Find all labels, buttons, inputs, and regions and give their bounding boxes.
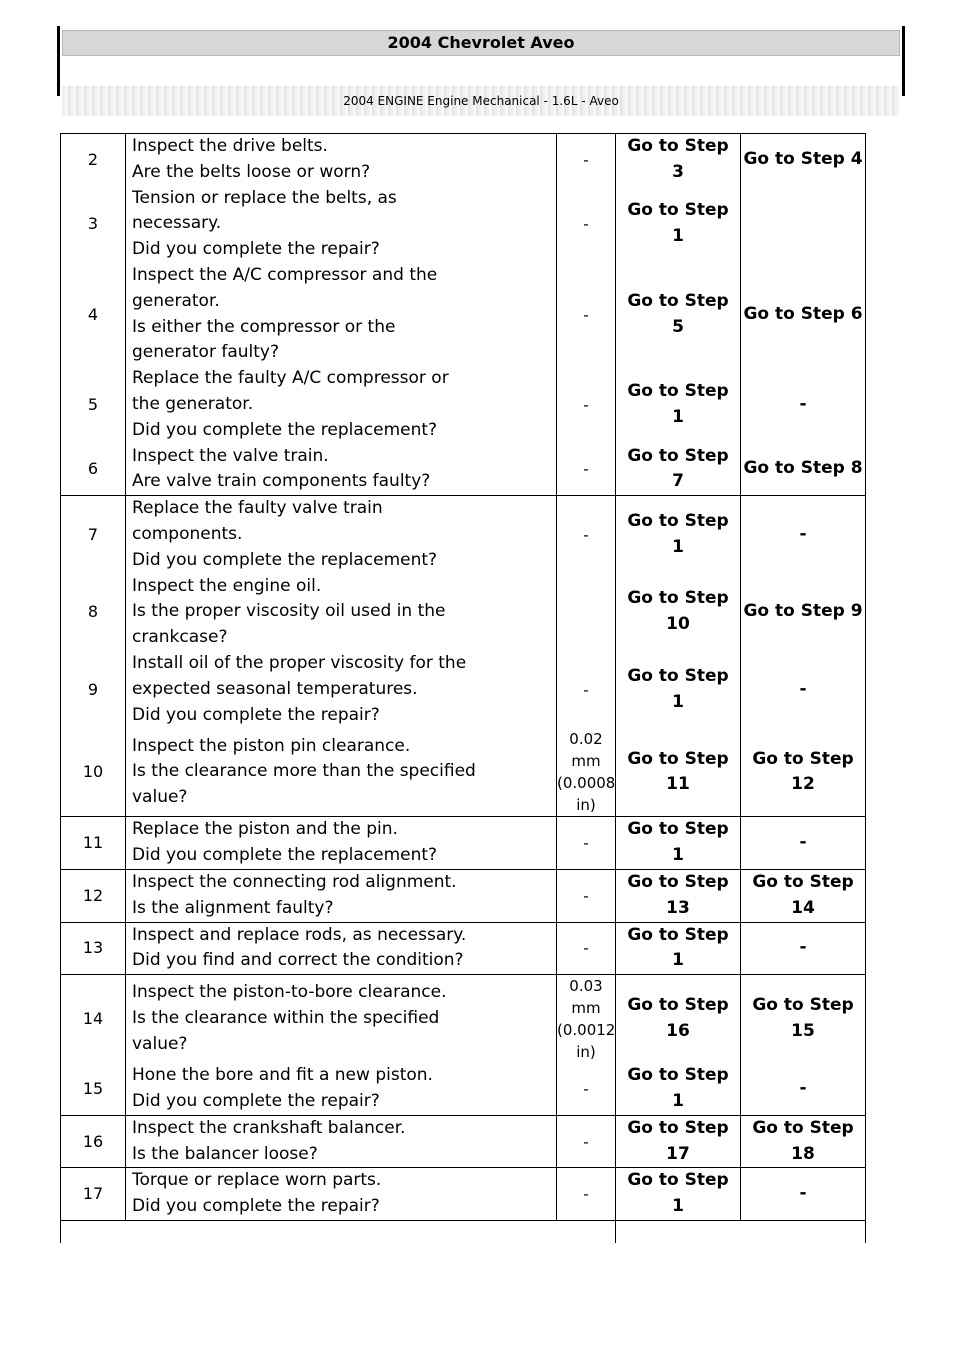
yes-goto-text: Go to Step: [627, 1170, 729, 1191]
empty-cell: [741, 1220, 866, 1243]
step-action: [126, 1063, 557, 1115]
action-line: Is the clearance within the specified: [132, 1008, 440, 1029]
action-line: value?: [132, 787, 188, 808]
step-value: -: [557, 817, 616, 870]
step-value: [557, 574, 616, 651]
yes-result: [616, 263, 741, 366]
empty-cell: [557, 1220, 616, 1243]
table-row: [61, 366, 866, 443]
action-line: generator faulty?: [132, 342, 279, 363]
yes-goto-text: Go to Step: [627, 290, 729, 311]
step-action: [126, 263, 557, 366]
no-goto-text: Go to Step: [752, 1117, 854, 1138]
yes-goto-text: Go to Step: [627, 665, 729, 686]
no-goto-text: -: [799, 678, 807, 699]
action-line: Tension or replace the belts, as: [132, 187, 397, 208]
yes-goto-text: 1: [672, 226, 684, 247]
step-number: 2: [61, 134, 126, 186]
no-goto-text: -: [799, 832, 807, 853]
step-action: [126, 496, 557, 574]
action-line: Are valve train components faulty?: [132, 471, 431, 492]
table-row: [61, 134, 866, 186]
action-line: Is the clearance more than the specified: [132, 761, 476, 782]
yes-goto-text: 10: [666, 614, 690, 635]
step-value: -: [557, 1115, 616, 1168]
yes-goto-text: 1: [672, 406, 684, 427]
vehicle-title: 2004 Chevrolet Aveo: [62, 30, 900, 56]
table-row: [61, 869, 866, 922]
yes-goto-text: Go to Step: [627, 445, 729, 466]
action-line: Inspect and replace rods, as necessary.: [132, 924, 467, 945]
step-action: [126, 922, 557, 975]
yes-goto-text: 3: [672, 161, 684, 182]
action-line: Hone the bore and fit a new piston.: [132, 1065, 433, 1086]
step-value: -: [557, 922, 616, 975]
action-line: Inspect the connecting rod alignment.: [132, 871, 457, 892]
yes-result: [616, 922, 741, 975]
yes-goto-text: 1: [672, 536, 684, 557]
no-goto-text: Go to Step 4: [743, 148, 863, 169]
action-line: Inspect the crankshaft balancer.: [132, 1117, 406, 1138]
step-number: 11: [61, 817, 126, 870]
step-action: [126, 366, 557, 443]
action-line: the generator.: [132, 393, 254, 414]
action-line: Replace the piston and the pin.: [132, 819, 398, 840]
step-value: -: [557, 134, 616, 186]
no-goto-text: -: [799, 1183, 807, 1204]
no-goto-text: Go to Step 8: [743, 458, 863, 479]
action-line: value?: [132, 1034, 188, 1054]
action-line: Replace the faulty A/C compressor or: [132, 368, 449, 389]
table-row-empty: [61, 1220, 866, 1243]
yes-result: [616, 134, 741, 186]
header-right-rule: [902, 26, 905, 96]
no-goto-text: Go to Step 9: [743, 601, 863, 622]
yes-goto-text: 1: [672, 691, 684, 712]
yes-goto-text: Go to Step: [627, 748, 729, 769]
step-number: 3: [61, 186, 126, 263]
no-result: [741, 1063, 866, 1115]
action-line: Did you complete the replacement?: [132, 549, 438, 570]
action-line: Is the balancer loose?: [132, 1143, 318, 1164]
step-value: -: [557, 1063, 616, 1115]
step-number: 15: [61, 1063, 126, 1115]
step-action: [126, 651, 557, 728]
action-line: necessary.: [132, 213, 222, 234]
action-line: Replace the faulty valve train: [132, 498, 383, 519]
table-row: [61, 975, 866, 1064]
yes-goto-text: 16: [666, 1021, 690, 1042]
table-row: [61, 922, 866, 975]
table-row: [61, 728, 866, 817]
step-value: -: [557, 651, 616, 728]
no-goto-text: -: [799, 1078, 807, 1098]
no-goto-text: -: [799, 393, 807, 414]
table-row: [61, 186, 866, 263]
yes-result: [616, 1063, 741, 1115]
no-result: [741, 651, 866, 728]
yes-result: [616, 366, 741, 443]
yes-result: [616, 1168, 741, 1221]
yes-goto-text: Go to Step: [627, 588, 729, 609]
step-value: -: [557, 366, 616, 443]
action-line: Did you complete the replacement?: [132, 419, 438, 440]
action-line: crankcase?: [132, 627, 228, 648]
step-action: [126, 817, 557, 870]
no-result: [741, 728, 866, 817]
yes-result: [616, 869, 741, 922]
diagnostic-table: [60, 133, 863, 1243]
table-row: [61, 1115, 866, 1168]
yes-goto-text: 11: [666, 774, 690, 795]
action-line: Are the belts loose or worn?: [132, 161, 371, 182]
table-row: [61, 574, 866, 651]
yes-goto-text: 7: [672, 471, 684, 492]
step-value: -: [557, 186, 616, 263]
no-result: [741, 574, 866, 651]
no-result: [741, 975, 866, 1064]
action-line: Inspect the drive belts.: [132, 136, 328, 156]
yes-result: [616, 1115, 741, 1168]
action-line: Is the proper viscosity oil used in the: [132, 601, 446, 622]
step-number: 6: [61, 444, 126, 496]
action-line: Did you complete the replacement?: [132, 845, 438, 866]
step-number: 17: [61, 1168, 126, 1221]
no-goto-text: Go to Step: [752, 995, 854, 1016]
step-number: 5: [61, 366, 126, 443]
yes-goto-text: Go to Step: [627, 995, 729, 1016]
no-goto-text: 15: [791, 1021, 815, 1042]
step-value: 0.02 mm (0.0008 in): [557, 728, 616, 817]
yes-result: [616, 817, 741, 870]
step-action: [126, 869, 557, 922]
step-number: 9: [61, 651, 126, 728]
table-row: [61, 263, 866, 366]
table-row: [61, 496, 866, 574]
step-action: [126, 186, 557, 263]
yes-goto-text: Go to Step: [627, 819, 729, 840]
action-line: Install oil of the proper viscosity for the: [132, 652, 467, 673]
action-line: Inspect the valve train.: [132, 445, 329, 466]
action-line: Did you complete the repair?: [132, 239, 380, 260]
yes-goto-text: 13: [666, 897, 690, 918]
action-line: Did you complete the repair?: [132, 1196, 380, 1217]
yes-result: [616, 574, 741, 651]
diagnostic-table-body: [61, 134, 866, 1243]
action-line: Did you complete the repair?: [132, 704, 380, 725]
yes-goto-text: Go to Step: [627, 511, 729, 532]
yes-goto-text: Go to Step: [627, 924, 729, 945]
yes-result: [616, 651, 741, 728]
step-value: -: [557, 1168, 616, 1221]
table-row: [61, 817, 866, 870]
step-number: 14: [61, 975, 126, 1064]
no-goto-text: Go to Step 6: [743, 303, 863, 324]
yes-goto-text: Go to Step: [627, 200, 729, 221]
step-action: [126, 1115, 557, 1168]
step-number: 8: [61, 574, 126, 651]
step-number: 7: [61, 496, 126, 574]
step-value: -: [557, 444, 616, 496]
no-result: [741, 263, 866, 366]
action-line: Is the alignment faulty?: [132, 897, 334, 918]
yes-goto-text: 17: [666, 1143, 690, 1164]
step-number: 10: [61, 728, 126, 817]
action-line: Inspect the engine oil.: [132, 575, 322, 596]
step-action: [126, 1168, 557, 1221]
no-goto-text: 12: [791, 774, 815, 795]
yes-goto-text: Go to Step: [627, 136, 729, 156]
action-line: expected seasonal temperatures.: [132, 678, 418, 699]
no-goto-text: Go to Step: [752, 871, 854, 892]
yes-goto-text: Go to Step: [627, 1065, 729, 1086]
step-number: 16: [61, 1115, 126, 1168]
yes-goto-text: 1: [672, 845, 684, 866]
no-result: [741, 817, 866, 870]
step-action: [126, 444, 557, 496]
no-result: [741, 1168, 866, 1221]
step-action: [126, 134, 557, 186]
no-result: [741, 869, 866, 922]
step-value: -: [557, 263, 616, 366]
no-result: [741, 922, 866, 975]
empty-cell: [616, 1220, 741, 1243]
action-line: Inspect the piston pin clearance.: [132, 735, 411, 756]
section-subtitle: 2004 ENGINE Engine Mechanical - 1.6L - Aveo: [62, 86, 900, 116]
step-value: 0.03 mm (0.0012 in): [557, 975, 616, 1064]
action-line: Inspect the A/C compressor and the: [132, 264, 438, 285]
empty-cell: [126, 1220, 557, 1243]
document-header: [57, 26, 905, 108]
no-result: [741, 186, 866, 263]
no-goto-text: 18: [791, 1143, 815, 1164]
step-action: [126, 728, 557, 817]
no-goto-text: -: [799, 523, 807, 544]
yes-result: [616, 186, 741, 263]
no-goto-text: -: [799, 937, 807, 958]
step-number: 4: [61, 263, 126, 366]
no-result: [741, 1115, 866, 1168]
table-row: [61, 1063, 866, 1115]
yes-goto-text: 1: [672, 1090, 684, 1111]
action-line: generator.: [132, 290, 220, 311]
table-row: [61, 651, 866, 728]
step-number: 13: [61, 922, 126, 975]
action-line: Did you complete the repair?: [132, 1090, 380, 1111]
step-number: 12: [61, 869, 126, 922]
yes-goto-text: 5: [672, 316, 684, 337]
no-goto-text: Go to Step: [752, 748, 854, 769]
yes-result: [616, 444, 741, 496]
no-result: [741, 496, 866, 574]
no-result: [741, 444, 866, 496]
action-line: Inspect the piston-to-bore clearance.: [132, 982, 447, 1003]
step-value: -: [557, 496, 616, 574]
no-result: [741, 366, 866, 443]
yes-goto-text: 1: [672, 950, 684, 971]
yes-result: [616, 728, 741, 817]
action-line: Torque or replace worn parts.: [132, 1170, 382, 1191]
action-line: Is either the compressor or the: [132, 316, 396, 337]
yes-goto-text: 1: [672, 1196, 684, 1217]
step-action: [126, 975, 557, 1064]
yes-goto-text: Go to Step: [627, 1117, 729, 1138]
header-left-rule: [57, 26, 60, 96]
action-line: components.: [132, 523, 243, 544]
step-value: -: [557, 869, 616, 922]
action-line: Did you find and correct the condition?: [132, 950, 464, 971]
step-action: [126, 574, 557, 651]
yes-goto-text: Go to Step: [627, 381, 729, 402]
yes-goto-text: Go to Step: [627, 871, 729, 892]
no-goto-text: 14: [791, 897, 815, 918]
table-row: [61, 1168, 866, 1221]
no-result: [741, 134, 866, 186]
yes-result: [616, 975, 741, 1064]
yes-result: [616, 496, 741, 574]
table-row: [61, 444, 866, 496]
empty-cell: [61, 1220, 126, 1243]
